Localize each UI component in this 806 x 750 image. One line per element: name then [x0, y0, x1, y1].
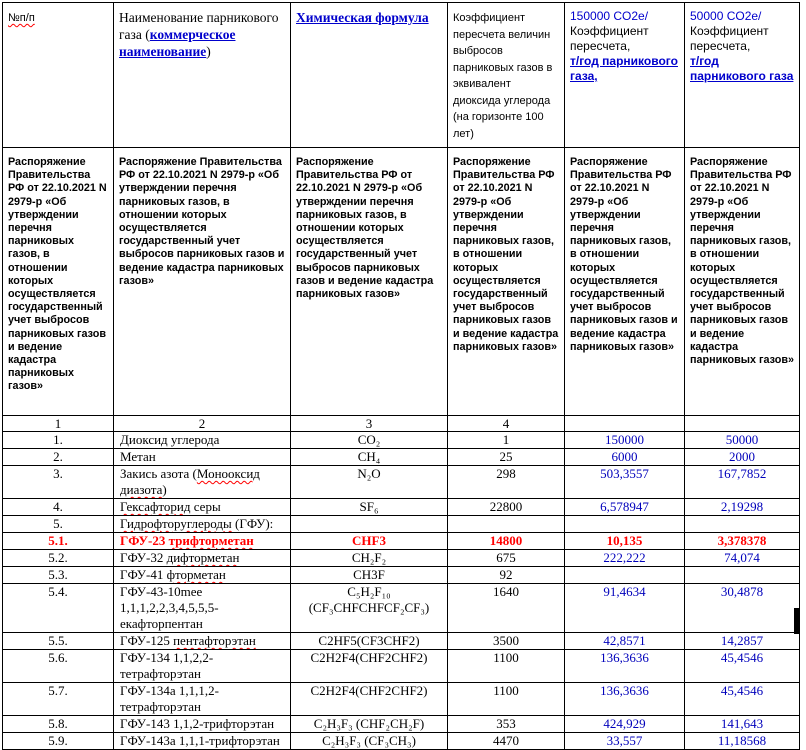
gas-name-text: дифторметан — [166, 550, 240, 565]
table-row — [3, 516, 800, 533]
row-num-cell: 5.4. — [3, 584, 114, 633]
gas-name-text: ГФУ-32 — [120, 550, 167, 565]
column-numbers-row — [3, 416, 800, 432]
quota-150000-value-cell: 136,3636 — [565, 650, 685, 683]
decree-cell — [448, 148, 565, 416]
gwp-coefficient-cell: 14800 — [448, 533, 565, 550]
decree-cell — [685, 148, 800, 416]
gas-name-cell — [114, 716, 291, 733]
gas-name-text: Гидрофторуглероды — [120, 516, 232, 531]
gas-name-text: ГФУ-43-10mee 1,1,1,2,2,3,4,5,5,5-екафторпентан — [120, 584, 219, 631]
gwp-coefficient-cell: 92 — [448, 567, 565, 584]
gas-name-text: ГФУ-125 — [120, 633, 174, 648]
column-number-cell: 2 — [114, 416, 291, 432]
gwp-coefficient-cell: 25 — [448, 449, 565, 466]
table-row — [3, 466, 800, 499]
gwp-coefficient-cell: 22800 — [448, 499, 565, 516]
gas-name-text: пентафторэтан — [173, 633, 256, 648]
quota-150000-value-cell: 503,3557 — [565, 466, 685, 499]
gwp-coefficient-cell: 1 — [448, 432, 565, 449]
quota-150000-value-cell: 6,578947 — [565, 499, 685, 516]
gwp-coefficient-cell: 3500 — [448, 633, 565, 650]
column-number-cell — [685, 416, 800, 432]
quota-150000-value-cell: 91,4634 — [565, 584, 685, 633]
quota-50000-sub: Коэффициент пересчета, — [690, 24, 769, 53]
decree-text: Распоряжение Правительства РФ от 22.10.2021 N 2979-р «Об утверждении перечня парниковых газов, в отношении которых осуществляется государственный учет выбросов парниковых газов и ведение кадастра парниковых газов» — [690, 156, 794, 367]
formula-cell: CO₂ — [291, 432, 448, 449]
quota-150000-value-cell: 33,557 — [565, 733, 685, 750]
formula-cell: C₂H₃F₃ (CHF₂CH₂F) — [291, 716, 448, 733]
gas-name-text: Закись азота ( — [120, 466, 197, 481]
quota-50000-link[interactable]: т/год парникового газа — [690, 54, 794, 83]
header-cell-coefficient — [448, 3, 565, 148]
decree-text: Распоряжение Правительства РФ от 22.10.2021 N 2979-р «Об утверждении перечня парниковых газов, в отношении которых осуществляется государственный учет выбросов парниковых газов и ведение кадастра парниковых газов» — [296, 156, 434, 301]
gas-name-text: фторметан — [166, 567, 226, 582]
formula-cell: C2H2F4(CHF2CHF2) — [291, 650, 448, 683]
column-number-cell — [565, 416, 685, 432]
quota-150000-value-cell: 222,222 — [565, 550, 685, 567]
greenhouse-gas-table — [2, 2, 800, 750]
quota-150000-value-cell: 6000 — [565, 449, 685, 466]
formula-cell: CHF3 — [291, 533, 448, 550]
formula-cell: C2HF5(CF3CHF2) — [291, 633, 448, 650]
decree-cell — [114, 148, 291, 416]
quota-50000-value-cell: 74,074 — [685, 550, 800, 567]
header-cell-gas-name — [114, 3, 291, 148]
row-num-cell: 1. — [3, 432, 114, 449]
gas-name-text: ГФУ-134а 1,1,1,2-тетрафторэтан — [120, 683, 219, 714]
row-num-cell: 5.5. — [3, 633, 114, 650]
right-edge-mark — [794, 608, 800, 634]
column-number-cell: 3 — [291, 416, 448, 432]
quota-50000-value-cell: 50000 — [685, 432, 800, 449]
header-row — [3, 3, 800, 148]
formula-cell: CH₂F₂ — [291, 550, 448, 567]
decree-text: Распоряжение Правительства РФ от 22.10.2021 N 2979-р «Об утверждении перечня парниковых газов, в отношении которых осуществляется государственный учет выбросов парниковых газов и ведение кадастра парниковых газов» — [8, 156, 107, 393]
gas-name-text: (ГФУ): — [231, 516, 274, 531]
row-num-cell: 4. — [3, 499, 114, 516]
decree-row — [3, 148, 800, 416]
gas-name-cell — [114, 650, 291, 683]
row-num-cell: 5.8. — [3, 716, 114, 733]
formula-cell — [291, 516, 448, 533]
gas-name-text: ГФУ-134 1,1,2,2-тетрафторэтан — [120, 650, 214, 681]
column-number-cell: 1 — [3, 416, 114, 432]
quota-50000-value-cell: 11,18568 — [685, 733, 800, 750]
row-num-cell: 5.2. — [3, 550, 114, 567]
quota-50000-value-cell: 30,4878 — [685, 584, 800, 633]
gwp-coefficient-cell: 1100 — [448, 650, 565, 683]
gas-name-cell — [114, 683, 291, 716]
quota-50000-label: 50000 CO2е/ — [690, 9, 762, 23]
gas-name-text: ГФУ-23 — [120, 533, 169, 548]
quota-150000-value-cell — [565, 516, 685, 533]
gas-name-cell — [114, 466, 291, 499]
gwp-coefficient-cell: 1100 — [448, 683, 565, 716]
header-gas-name-text: Наименование парникового газа ( — [119, 10, 279, 42]
quota-50000-value-cell: 2000 — [685, 449, 800, 466]
gas-rows-body — [3, 432, 800, 750]
header-num-label: №п/п — [8, 12, 35, 24]
gas-name-cell — [114, 550, 291, 567]
table-row — [3, 449, 800, 466]
quota-50000-value-cell: 141,643 — [685, 716, 800, 733]
quota-50000-value-cell: 167,7852 — [685, 466, 800, 499]
commercial-name-link[interactable]: коммерческое наименование — [119, 27, 236, 59]
quota-150000-value-cell: 136,3636 — [565, 683, 685, 716]
header-cell-formula — [291, 3, 448, 148]
gwp-coefficient-cell: 353 — [448, 716, 565, 733]
gas-name-cell — [114, 567, 291, 584]
header-gas-name-close: ) — [206, 44, 211, 59]
quota-50000-value-cell: 45,4546 — [685, 683, 800, 716]
table-row — [3, 650, 800, 683]
header-cell-quota-150000 — [565, 3, 685, 148]
gas-name-cell — [114, 516, 291, 533]
gas-name-text: Гексафторид — [120, 499, 191, 514]
gas-name-cell — [114, 533, 291, 550]
table-row — [3, 716, 800, 733]
row-num-cell: 5. — [3, 516, 114, 533]
table-row — [3, 584, 800, 633]
formula-cell: CH₄ — [291, 449, 448, 466]
row-num-cell: 5.7. — [3, 683, 114, 716]
gas-name-cell — [114, 584, 291, 633]
decree-text: Распоряжение Правительства РФ от 22.10.2021 N 2979-р «Об утверждении перечня парниковых газов, в отношении которых осуществляется государственный учет выбросов парниковых газов и ведение кадастра парниковых газов» — [119, 156, 285, 287]
gwp-coefficient-cell: 298 — [448, 466, 565, 499]
quota-50000-value-cell: 45,4546 — [685, 650, 800, 683]
row-num-cell: 5.9. — [3, 733, 114, 750]
gas-name-text: Метан — [120, 449, 156, 464]
quota-50000-value-cell: 3,378378 — [685, 533, 800, 550]
quota-150000-value-cell: 424,929 — [565, 716, 685, 733]
gas-name-cell — [114, 499, 291, 516]
table-row — [3, 432, 800, 449]
row-num-cell: 3. — [3, 466, 114, 499]
formula-cell: C₂H₃F₃ (CF₃CH₃) — [291, 733, 448, 750]
quota-150000-link[interactable]: т/год парникового газа, — [570, 54, 678, 83]
gwp-coefficient-cell: 675 — [448, 550, 565, 567]
gas-name-text: трифторметан — [168, 533, 254, 548]
header-cell-num — [3, 3, 114, 148]
quota-150000-value-cell: 150000 — [565, 432, 685, 449]
formula-cell: C₅H₂F₁₀ (CF₃CHFCHFCF₂CF₃) — [291, 584, 448, 633]
gwp-coefficient-cell: 4470 — [448, 733, 565, 750]
gas-name-text: Диоксид углерода — [120, 432, 220, 447]
row-num-cell: 2. — [3, 449, 114, 466]
gwp-coefficient-cell: 1640 — [448, 584, 565, 633]
gas-name-cell — [114, 733, 291, 750]
quota-50000-value-cell — [685, 516, 800, 533]
table-row — [3, 499, 800, 516]
table-row — [3, 533, 800, 550]
row-num-cell: 5.6. — [3, 650, 114, 683]
gas-name-text: ГФУ-143 1,1,2-трифторэтан — [120, 716, 275, 731]
document-page — [2, 2, 800, 750]
formula-cell: C2H2F4(CHF2CHF2) — [291, 683, 448, 716]
quota-50000-value-cell: 2,19298 — [685, 499, 800, 516]
decree-text: Распоряжение Правительства РФ от 22.10.2021 N 2979-р «Об утверждении перечня парниковых газов, в отношении которых осуществляется государственный учет выбросов парниковых газов и ведение кадастра парниковых газов» — [453, 156, 559, 353]
formula-cell: CH3F — [291, 567, 448, 584]
decree-cell — [565, 148, 685, 416]
column-number-cell: 4 — [448, 416, 565, 432]
quota-150000-label: 150000 CO2е/ — [570, 9, 649, 23]
table-row — [3, 550, 800, 567]
gas-name-cell — [114, 449, 291, 466]
row-num-cell: 5.1. — [3, 533, 114, 550]
row-num-cell: 5.3. — [3, 567, 114, 584]
gas-name-cell — [114, 633, 291, 650]
quota-50000-value-cell: 14,2857 — [685, 633, 800, 650]
table-row — [3, 683, 800, 716]
table-row — [3, 733, 800, 750]
decree-cell — [291, 148, 448, 416]
gas-name-text: серы — [190, 499, 221, 514]
quota-150000-sub: Коэффициент пересчета, — [570, 24, 649, 53]
gas-name-cell — [114, 432, 291, 449]
gas-name-text: ГФУ-41 — [120, 567, 167, 582]
table-row — [3, 633, 800, 650]
quota-50000-value-cell — [685, 567, 800, 584]
decree-text: Распоряжение Правительства РФ от 22.10.2021 N 2979-р «Об утверждении перечня парниковых газов, в отношении которых осуществляется государственный учет выбросов парниковых газов и ведение кадастра парниковых газов» — [570, 156, 678, 353]
formula-cell: SF₆ — [291, 499, 448, 516]
quota-150000-value-cell: 42,8571 — [565, 633, 685, 650]
table-row — [3, 567, 800, 584]
decree-cell — [3, 148, 114, 416]
header-cell-quota-50000 — [685, 3, 800, 148]
gas-name-text: ГФУ-143а 1,1,1-трифторэтан — [120, 733, 280, 748]
gas-name-text: ) — [162, 482, 167, 497]
header-coefficient-label: Коэффициент пересчета величин выбросов парниковых газов в эквивалент диоксида углерода (на горизонте 100 лет) — [453, 12, 553, 140]
chemical-formula-link[interactable]: Химическая формула — [296, 10, 429, 25]
quota-150000-value-cell: 10,135 — [565, 533, 685, 550]
quota-150000-value-cell — [565, 567, 685, 584]
gas-name-text: Монооксид диазота — [120, 466, 260, 497]
formula-cell: N₂O — [291, 466, 448, 499]
gwp-coefficient-cell — [448, 516, 565, 533]
